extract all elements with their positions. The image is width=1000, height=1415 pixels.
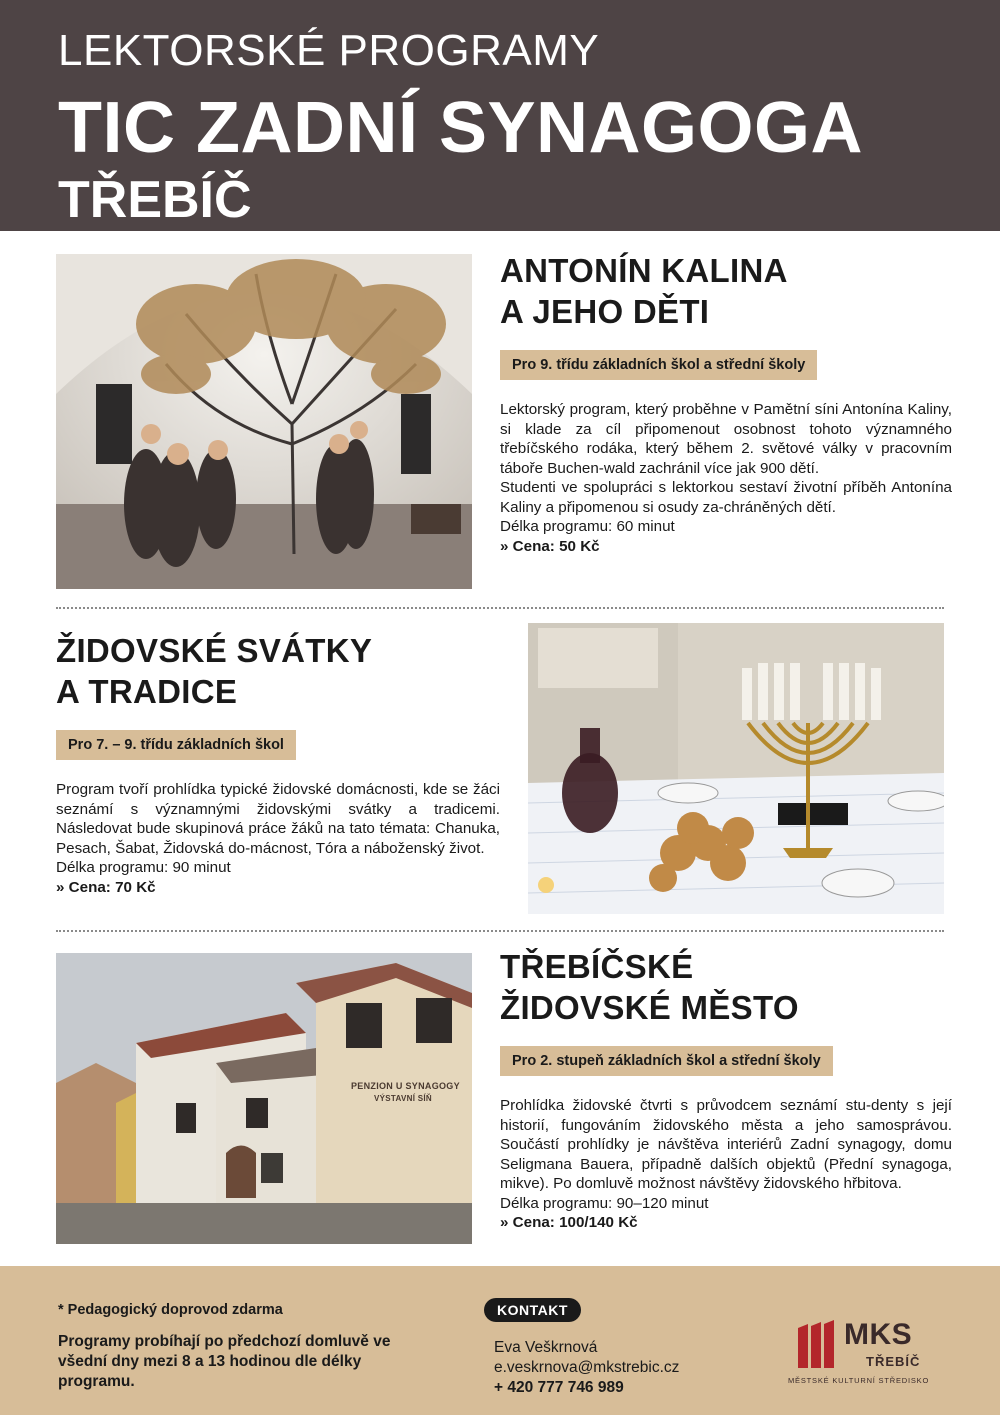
contact-phone[interactable]: + 420 777 746 989 bbox=[494, 1379, 624, 1396]
header-title: TIC ZADNÍ SYNAGOGA bbox=[58, 88, 864, 168]
program-title-line1: TŘEBÍČSKÉ bbox=[500, 948, 694, 985]
program-duration: Délka programu: 90 minut bbox=[56, 859, 231, 876]
contact-email[interactable]: e.veskrnova@mkstrebic.cz bbox=[494, 1359, 680, 1376]
program-title bbox=[500, 250, 952, 332]
header-subtitle: LEKTORSKÉ PROGRAMY bbox=[58, 26, 600, 75]
program-price: » Cena: 100/140 Kč bbox=[500, 1214, 638, 1231]
audience-badge: Pro 7. – 9. třídu základních škol bbox=[56, 730, 296, 760]
mks-logo bbox=[788, 1318, 948, 1390]
footer-info: Programy probíhají po předchozí domluvě ve všední dny mezi 8 a 13 hodinou dle délky programu. bbox=[58, 1333, 391, 1390]
footer bbox=[0, 1266, 1000, 1415]
program-title-line2: A JEHO DĚTI bbox=[500, 293, 710, 330]
section-divider bbox=[56, 607, 944, 609]
program-title-line2: ŽIDOVSKÉ MĚSTO bbox=[500, 989, 799, 1026]
program-title bbox=[56, 630, 500, 712]
footer-note: * Pedagogický doprovod zdarma bbox=[58, 1302, 283, 1318]
program-description bbox=[56, 780, 500, 897]
program-duration: Délka programu: 90–120 minut bbox=[500, 1194, 709, 1212]
section-divider bbox=[56, 930, 944, 932]
program-paragraph: Program tvoří prohlídka typické židovské domácnosti, kde se žáci seznámí s významnými židovskými svátky a tradicemi. Následovat bude skupinová práce žáků na tato témata: Chanuka, Pesach, Šabat, Židovská do-mácnost, Tóra a náboženský život. bbox=[56, 781, 500, 857]
header-city: TŘEBÍČ bbox=[58, 171, 252, 229]
photo-sign-penzion: PENZION U SYNAGOGY bbox=[351, 1081, 460, 1091]
contact-block bbox=[494, 1338, 679, 1398]
program-title-line1: ŽIDOVSKÉ SVÁTKY bbox=[56, 632, 373, 669]
photo-menorah-table bbox=[528, 623, 944, 914]
photo-jewish-quarter-street bbox=[56, 953, 472, 1244]
program-zidovske-mesto bbox=[500, 946, 952, 1233]
program-duration: Délka programu: 60 minut bbox=[500, 518, 675, 535]
logo-city-text: TŘEBÍČ bbox=[866, 1354, 921, 1369]
program-price: » Cena: 50 Kč bbox=[500, 537, 600, 555]
logo-mks-text: MKS bbox=[844, 1318, 913, 1351]
audience-badge: Pro 9. třídu základních škol a střední školy bbox=[500, 350, 817, 380]
program-price: » Cena: 70 Kč bbox=[56, 878, 156, 896]
program-kalina bbox=[500, 250, 952, 556]
logo-subtitle: MĚSTSKÉ KULTURNÍ STŘEDISKO bbox=[788, 1376, 930, 1385]
program-svatky bbox=[56, 630, 500, 897]
kontakt-label: KONTAKT bbox=[484, 1298, 581, 1322]
mks-logo-mark-icon bbox=[794, 1320, 846, 1372]
program-title-line1: ANTONÍN KALINA bbox=[500, 252, 788, 289]
photo-sign-vystavni: VÝSTAVNÍ SÍŇ bbox=[374, 1094, 432, 1103]
program-paragraph: Prohlídka židovské čtvrti s průvodcem seznámí stu-denty s její historií, fungováním židovského města a jeho samosprávou. Součástí prohlídky je návštěva interiérů Zadní synagogy, domu Seligmana Bauera, případně dalších objektů (Přední synagoga, mikve). Po domluvě možnost návštěvy židovského hřbitova. bbox=[500, 1097, 952, 1192]
program-title-line2: A TRADICE bbox=[56, 673, 238, 710]
photo-memorial-tree bbox=[56, 254, 472, 589]
program-paragraph: Lektorský program, který proběhne v Pamětní síni Antonína Kaliny, si klade za cíl připomenout osobnost tohoto významného třebíčského rodáka, který během 2. světové války v pracovním táboře Buchen-wald zachránil více jak 900 dětí. bbox=[500, 401, 952, 477]
program-description bbox=[500, 1096, 952, 1233]
program-title bbox=[500, 946, 952, 1028]
header-banner bbox=[0, 0, 1000, 231]
program-description bbox=[500, 400, 952, 556]
contact-name: Eva Veškrnová bbox=[494, 1339, 598, 1356]
audience-badge: Pro 2. stupeň základních škol a střední školy bbox=[500, 1046, 833, 1076]
program-paragraph: Studenti ve spolupráci s lektorkou sestaví životní příběh Antonína Kaliny a připomenou si osudy za-chráněných dětí. bbox=[500, 479, 952, 516]
